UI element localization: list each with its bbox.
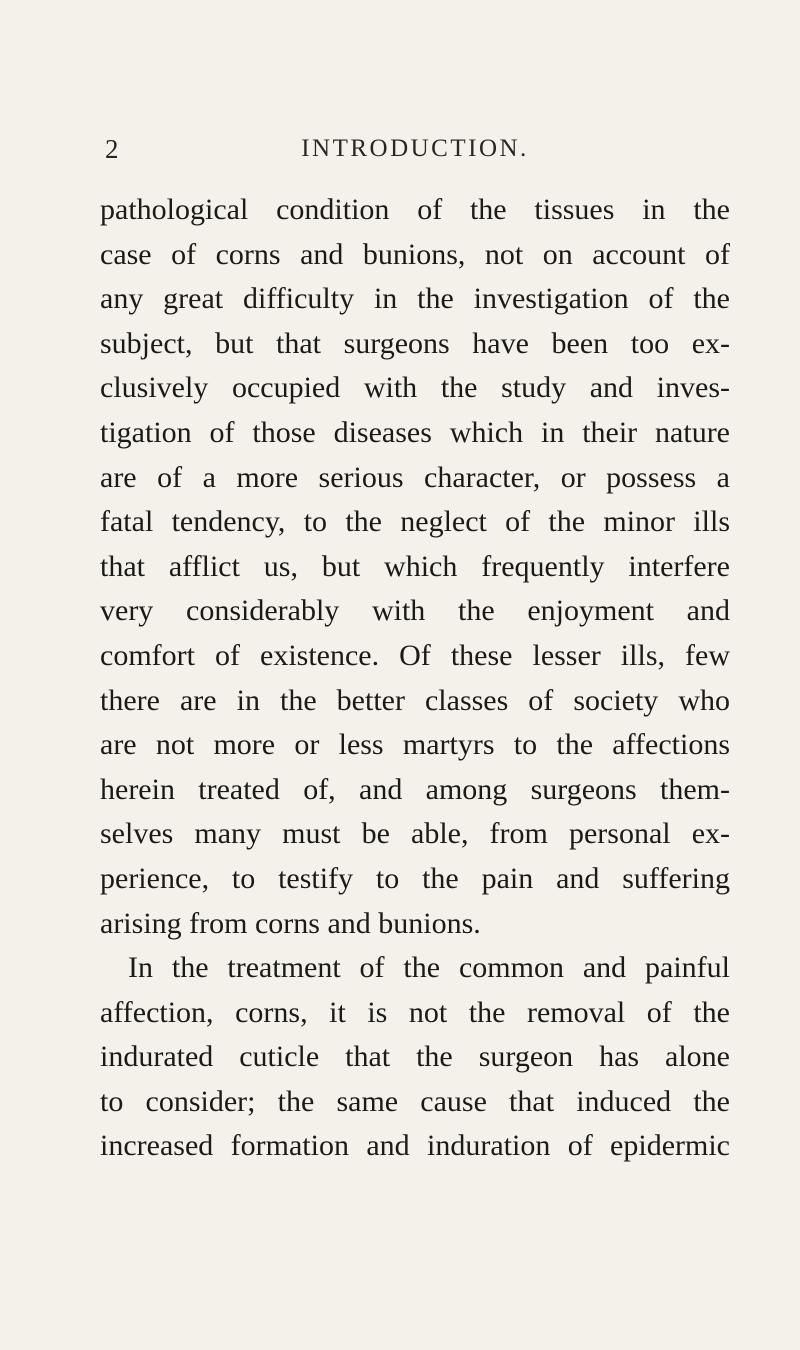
text-line: perience, to testify to the pain and suffering: [100, 861, 730, 895]
text-line: clusively occupied with the study and inves-: [100, 371, 730, 405]
text-line: affection, corns, it is not the removal of the: [100, 995, 730, 1029]
text-line: there are in the better classes of society who: [100, 683, 730, 717]
text-line: herein treated of, and among surgeons them-: [100, 772, 730, 806]
text-line: are of a more serious character, or possess a: [100, 460, 730, 494]
running-head: [105, 129, 725, 169]
paragraph-end-line: arising from corns and bunions.: [100, 906, 481, 940]
text-line: subject, but that surgeons have been too ex-: [100, 326, 730, 360]
text-line: any great difficulty in the investigation of the: [100, 282, 730, 316]
text-line: very considerably with the enjoyment and: [100, 594, 730, 628]
text-line: are not more or less martyrs to the affections: [100, 728, 730, 762]
paragraph-start-line: In the treatment of the common and painful: [128, 951, 730, 985]
text-line: indurated cuticle that the surgeon has alone: [100, 1040, 730, 1074]
text-line: comfort of existence. Of these lesser ills, few: [100, 638, 730, 672]
text-line: pathological condition of the tissues in the: [100, 193, 730, 226]
body-text: [100, 188, 730, 1169]
text-line: fatal tendency, to the neglect of the minor ills: [100, 505, 730, 539]
text-line: that afflict us, but which frequently interfere: [100, 549, 730, 583]
text-line: increased formation and induration of epidermic: [100, 1129, 730, 1163]
page-number: 2: [105, 134, 119, 164]
chapter-title: INTRODUCTION.: [301, 135, 529, 162]
text-line: selves many must be able, from personal ex-: [100, 817, 730, 851]
text-line: to consider; the same cause that induced the: [100, 1084, 730, 1118]
text-line: case of corns and bunions, not on account of: [100, 237, 730, 271]
text-line: tigation of those diseases which in their nature: [100, 415, 730, 449]
